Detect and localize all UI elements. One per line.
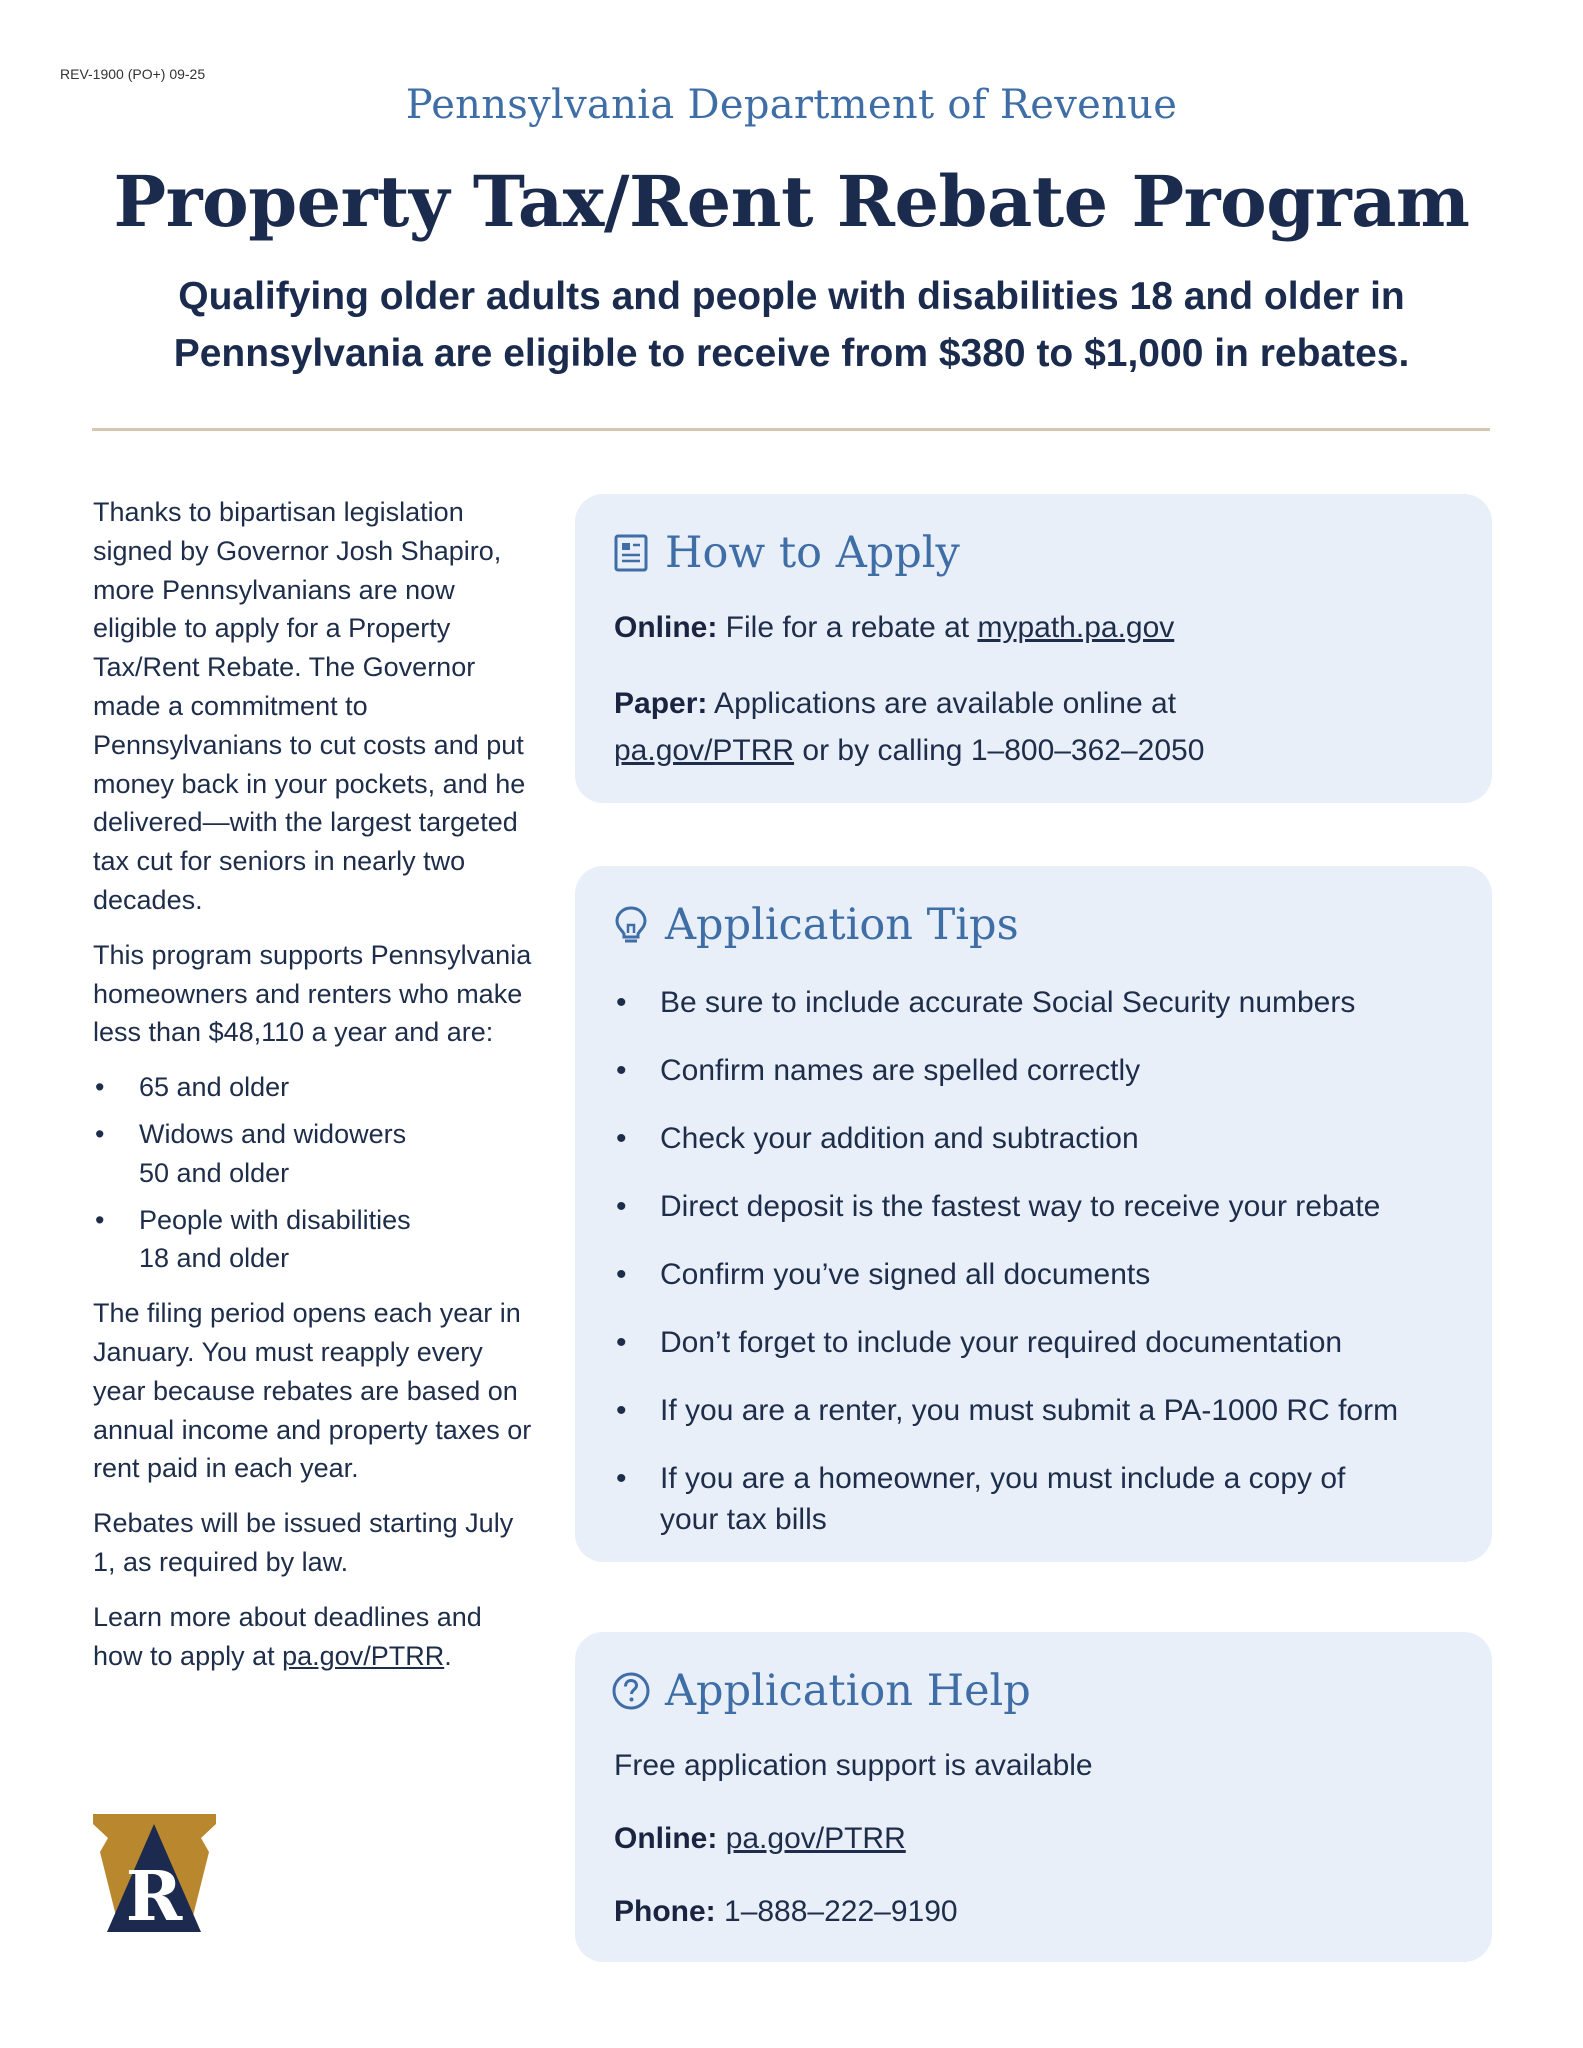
department-name: Pennsylvania Department of Revenue [405, 82, 1178, 128]
help-intro: Free application support is available [614, 1749, 1093, 1782]
help-ptrr-link[interactable]: pa.gov/PTRR [725, 1822, 906, 1855]
question-circle-icon [611, 1671, 651, 1711]
online-apply-line [614, 604, 1174, 651]
page-subtitle [100, 268, 1483, 382]
list-item: • Direct deposit is the fastest way to receive your rebate [614, 1186, 1464, 1227]
list-item: • Confirm you’ve signed all documents [614, 1254, 1464, 1295]
eligibility-paragraph: This program supports Pennsylvania homeowners and renters who make less than $48,110 a year and are: [93, 939, 532, 1048]
help-phone-number: 1–888–222–9190 [715, 1895, 958, 1928]
paper-label: Paper: [614, 687, 708, 720]
logo-letter: R [125, 1857, 183, 1932]
subtitle-line-1: Qualifying older adults and people with disabilities 18 and older in [178, 275, 1405, 318]
list-item: • Confirm names are spelled correctly [614, 1050, 1464, 1091]
page-title: Property Tax/Rent Rebate Program [113, 160, 1470, 243]
online-label: Online: [614, 611, 718, 644]
list-item: • People with disabilities 18 and older [93, 1201, 538, 1279]
list-item: • Widows and widowers 50 and older [93, 1115, 538, 1193]
learn-more-paragraph [93, 1598, 538, 1676]
paper-apply-line-2 [614, 727, 1204, 774]
application-tips-header [611, 900, 1019, 950]
learn-more-text: Learn more about deadlines and how to apply at [93, 1601, 482, 1671]
keystone-logo [93, 1814, 216, 1932]
subtitle-line-2: Pennsylvania are eligible to receive from $380 to $1,000 in rebates. [173, 332, 1410, 375]
list-item: • If you are a renter, you must submit a PA-1000 RC form [614, 1390, 1464, 1431]
eligibility-list [93, 1068, 538, 1278]
lightbulb-icon [611, 905, 651, 945]
how-to-apply-title: How to Apply [665, 528, 960, 578]
learn-more-suffix: . [444, 1640, 452, 1671]
help-phone-line [614, 1888, 958, 1935]
list-item: • Be sure to include accurate Social Security numbers [614, 982, 1464, 1023]
paper-text: Applications are available online at [707, 687, 1177, 720]
document-icon [611, 533, 651, 573]
ptrr-link[interactable]: pa.gov/PTRR [282, 1640, 445, 1671]
issue-date-paragraph: Rebates will be issued starting July 1, as required by law. [93, 1508, 514, 1577]
application-tips-title: Application Tips [665, 900, 1019, 950]
list-item: • Check your addition and subtraction [614, 1118, 1464, 1159]
application-help-card [575, 1632, 1492, 1962]
filing-paragraph: The filing period opens each year in January. You must reapply every year because rebates are based on annual income and property taxes or rent paid in each year. [93, 1298, 532, 1484]
list-item: • If you are a homeowner, you must include a copy of your tax bills [614, 1458, 1464, 1540]
help-online-line [614, 1815, 906, 1862]
how-to-apply-card [575, 494, 1492, 803]
online-text: File for a rebate at [717, 611, 978, 644]
application-tips-card [575, 866, 1492, 1562]
list-item: • Don’t forget to include your required documentation [614, 1322, 1464, 1363]
tips-list [614, 982, 1464, 1567]
mypath-link[interactable]: mypath.pa.gov [977, 611, 1175, 644]
how-to-apply-header [611, 528, 960, 578]
form-code: REV-1900 (PO+) 09-25 [60, 66, 206, 82]
intro-paragraph: Thanks to bipartisan legislation signed by Governor Josh Shapiro, more Pennsylvanians are now eligible to apply for a Property Tax/Rent Rebate. The Governor made a commitment to Pennsylvanians to cut costs and put money back in your pockets, and he delivered—with the largest targeted tax cut for seniors in nearly two decades. [93, 497, 526, 915]
application-help-header [611, 1666, 1031, 1716]
paper-ptrr-link[interactable]: pa.gov/PTRR [614, 734, 795, 767]
paper-apply-line [614, 680, 1176, 727]
application-help-title: Application Help [665, 1666, 1031, 1716]
help-phone-label: Phone: [614, 1895, 716, 1928]
paper-phone-text: or by calling 1–800–362–2050 [794, 734, 1205, 767]
divider [92, 428, 1490, 431]
intro-column [93, 493, 538, 1691]
list-item: • 65 and older [93, 1068, 538, 1107]
help-online-label: Online: [614, 1822, 718, 1855]
